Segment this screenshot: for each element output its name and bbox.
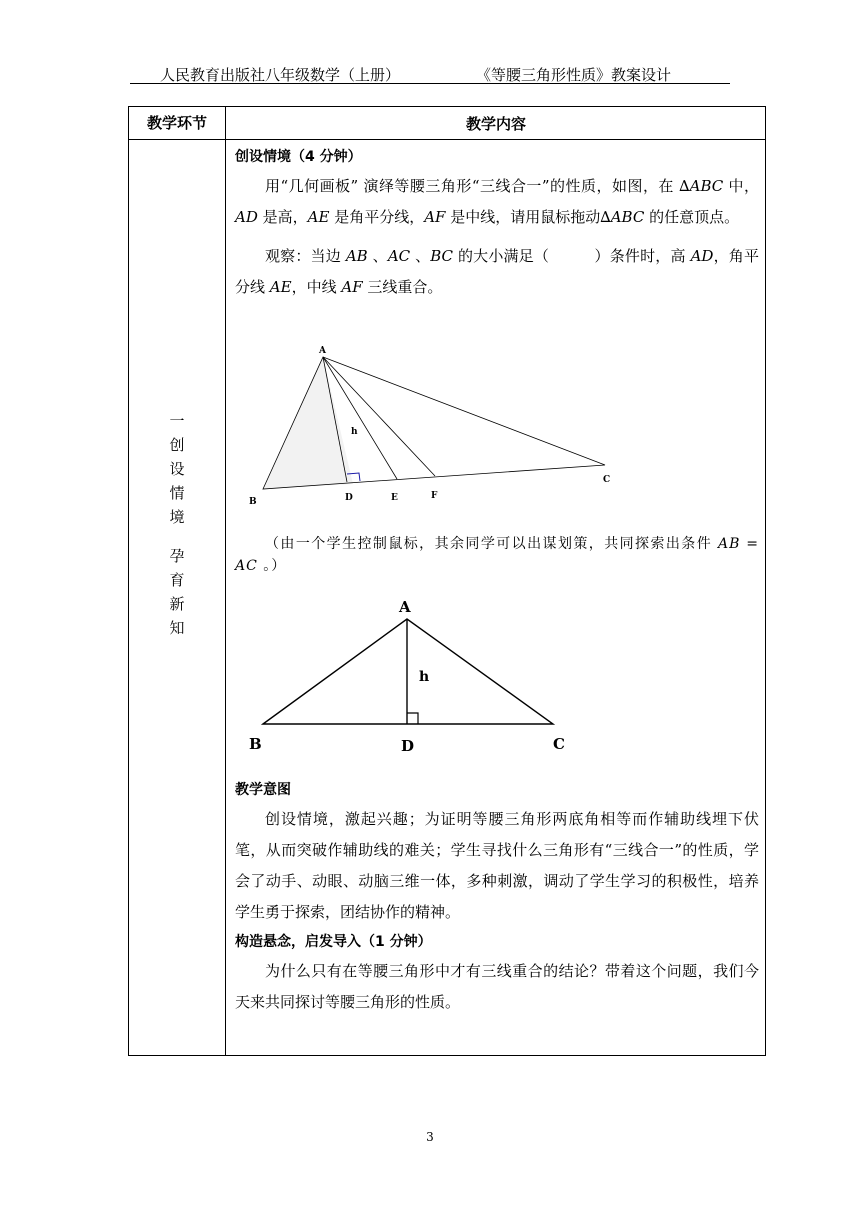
section-heading-scenario: 创设情境（4 分钟） — [235, 149, 362, 165]
scalene-triangle-figure — [235, 327, 759, 517]
vertex-label-a: A — [319, 346, 326, 356]
stage-char: 知 — [169, 619, 185, 637]
point-label-e: E — [391, 493, 398, 503]
point-label-d: D — [401, 737, 415, 755]
text: 、 — [367, 247, 388, 265]
stage-char: 育 — [169, 571, 185, 589]
text: ，角平分线 — [235, 247, 759, 296]
stage-char: 一 — [169, 412, 185, 430]
column-divider — [225, 107, 226, 1055]
stage-char: 新 — [169, 595, 185, 613]
side-bc: BC — [430, 247, 454, 265]
stage-label-bottom — [129, 544, 225, 640]
lesson-content — [235, 143, 759, 1018]
header-row-divider — [129, 139, 765, 140]
height-label-h: h — [419, 669, 430, 685]
text: 。） — [257, 558, 287, 574]
stage-char: 情 — [169, 484, 185, 502]
text: 是高， — [257, 208, 308, 226]
segment-ae: AE — [307, 208, 330, 226]
text: ，中线 — [291, 278, 342, 296]
lesson-table — [128, 106, 766, 1056]
teaching-note — [235, 533, 759, 577]
shaded-region — [263, 357, 353, 489]
side-ac: AC — [387, 247, 411, 265]
height-label-h: h — [351, 427, 358, 437]
stage-char: 设 — [169, 460, 185, 478]
text: 的任意顶点。 — [644, 208, 740, 226]
section-heading-intent: 教学意图 — [235, 782, 291, 798]
column-header-stage: 教学环节 — [146, 114, 207, 132]
segment-af: AF — [424, 208, 446, 226]
text: 三线重合。 — [362, 278, 443, 296]
header-rule — [130, 83, 730, 84]
vertex-label-b: B — [249, 735, 262, 753]
scenario-paragraph — [235, 171, 759, 233]
observation-paragraph — [235, 241, 759, 303]
text: 中， — [723, 177, 759, 195]
page-number: 3 — [426, 1130, 434, 1144]
side-ab: AB — [345, 247, 368, 265]
text: 的大小满足（ ）条件时，高 — [453, 247, 691, 265]
segment-af: AF — [341, 278, 363, 296]
segment-ad: AD — [235, 208, 258, 226]
page-header-right: 《等腰三角形性质》教案设计 — [476, 66, 672, 84]
stage-char: 孕 — [169, 547, 185, 565]
vertex-label-c: C — [603, 475, 611, 485]
vertex-label-c: C — [553, 735, 565, 753]
stage-char: 创 — [169, 436, 185, 454]
point-label-d: D — [345, 493, 353, 503]
page-header-left: 人民教育出版社八年级数学（上册） — [160, 66, 401, 84]
triangle-abc: ∆ABC — [679, 177, 724, 195]
text: 是中线，请用鼠标拖动 — [445, 208, 601, 226]
point-label-f: F — [431, 491, 438, 501]
segment-ae: AE — [269, 278, 292, 296]
stage-char: 境 — [169, 508, 185, 526]
triangle-abc: ∆ABC — [600, 208, 645, 226]
condition-equation: AB = AC — [235, 536, 759, 574]
text: 观察：当边 — [265, 247, 346, 265]
vertex-label-a: A — [399, 598, 411, 616]
column-header-content: 教学内容 — [465, 115, 526, 133]
vertex-label-b: B — [249, 497, 257, 507]
stage-label-top — [129, 409, 225, 529]
text: 、 — [410, 247, 431, 265]
triangle-outline — [263, 619, 553, 724]
section-heading-suspense: 构造悬念，启发导入（1 分钟） — [235, 934, 432, 950]
text: 是角平分线， — [329, 208, 425, 226]
right-angle-mark — [407, 713, 418, 724]
suspense-paragraph: 为什么只有在等腰三角形中才有三线重合的结论？带着这个问题，我们今天来共同探讨等腰三角形的性质。 — [235, 962, 759, 1011]
intent-paragraph: 创设情境，激起兴趣；为证明等腰三角形两底角相等而作辅助线埋下伏笔，从而突破作辅助线的难关；学生寻找什么三角形有“三线合一”的性质，学会了动手、动眼、动脑三维一体，多种刺激，调动了学生学习的积极性，培养学生勇于探索，团结协作的精神。 — [235, 810, 759, 921]
text: （由一个学生控制鼠标，其余同学可以出谋划策，共同探索出条件 — [265, 536, 718, 552]
segment-ad: AD — [690, 247, 714, 265]
text: 用“几何画板” 演绎等腰三角形“三线合一”的性质，如图，在 — [265, 177, 680, 195]
isosceles-triangle-figure — [235, 589, 759, 764]
